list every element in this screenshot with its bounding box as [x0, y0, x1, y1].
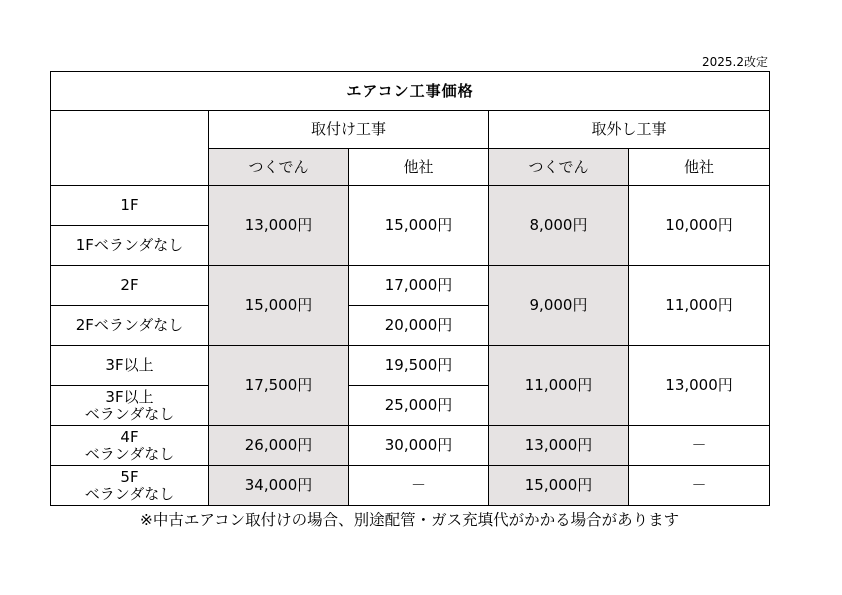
price-1f-remove-tsukuden: 8,000円 [489, 186, 629, 266]
floor-label-2f: 2F [51, 266, 209, 306]
corner-cell [51, 111, 209, 186]
floor-label-line1: 4F [120, 427, 139, 446]
floor-label-1f: 1F [51, 186, 209, 226]
floor-label-3f-plus-no-veranda [51, 386, 209, 426]
floor-label-line2: ベランダなし [84, 444, 175, 463]
price-2f-remove-other: 11,000円 [629, 266, 770, 346]
price-4f-install-other: 30,000円 [349, 426, 489, 466]
floor-label-4f [51, 426, 209, 466]
floor-label-5f [51, 466, 209, 506]
price-5f-install-tsukuden: 34,000円 [209, 466, 349, 506]
floor-label-line2: ベランダなし [84, 404, 175, 423]
price-2f-install-other: 17,000円 [349, 266, 489, 306]
price-3f-install-tsukuden: 17,500円 [209, 346, 349, 426]
floor-label-line2: ベランダなし [84, 484, 175, 503]
floor-label-line1: 5F [120, 467, 139, 486]
price-4f-remove-tsukuden: 13,000円 [489, 426, 629, 466]
price-1f-install-other: 15,000円 [349, 186, 489, 266]
price-4f-install-tsukuden: 26,000円 [209, 426, 349, 466]
price-1f-remove-other: 10,000円 [629, 186, 770, 266]
table-title: エアコン工事価格 [51, 72, 770, 111]
price-2f-remove-tsukuden: 9,000円 [489, 266, 629, 346]
subheader-remove-tsukuden: つくでん [489, 149, 629, 186]
price-1f-install-tsukuden: 13,000円 [209, 186, 349, 266]
floor-label-3f-plus: 3F以上 [51, 346, 209, 386]
footnote: ※中古エアコン取付けの場合、別途配管・ガス充填代がかかる場合があります [139, 511, 680, 529]
price-table [50, 71, 770, 506]
price-5f-remove-other: － [629, 466, 770, 506]
price-4f-remove-other: － [629, 426, 770, 466]
price-2f-no-veranda-install-other: 20,000円 [349, 306, 489, 346]
group-remove: 取外し工事 [489, 111, 770, 149]
group-install: 取付け工事 [209, 111, 489, 149]
price-3f-no-veranda-install-other: 25,000円 [349, 386, 489, 426]
price-5f-remove-tsukuden: 15,000円 [489, 466, 629, 506]
floor-label-2f-no-veranda: 2Fベランダなし [51, 306, 209, 346]
price-3f-remove-tsukuden: 11,000円 [489, 346, 629, 426]
subheader-install-other: 他社 [349, 149, 489, 186]
subheader-install-tsukuden: つくでん [209, 149, 349, 186]
subheader-remove-other: 他社 [629, 149, 770, 186]
floor-label-1f-no-veranda: 1Fベランダなし [51, 226, 209, 266]
price-5f-install-other: － [349, 466, 489, 506]
revision-date: 2025.2改定 [702, 55, 768, 69]
floor-label-line1: 3F以上 [105, 387, 154, 406]
price-2f-install-tsukuden: 15,000円 [209, 266, 349, 346]
price-3f-remove-other: 13,000円 [629, 346, 770, 426]
price-3f-install-other: 19,500円 [349, 346, 489, 386]
